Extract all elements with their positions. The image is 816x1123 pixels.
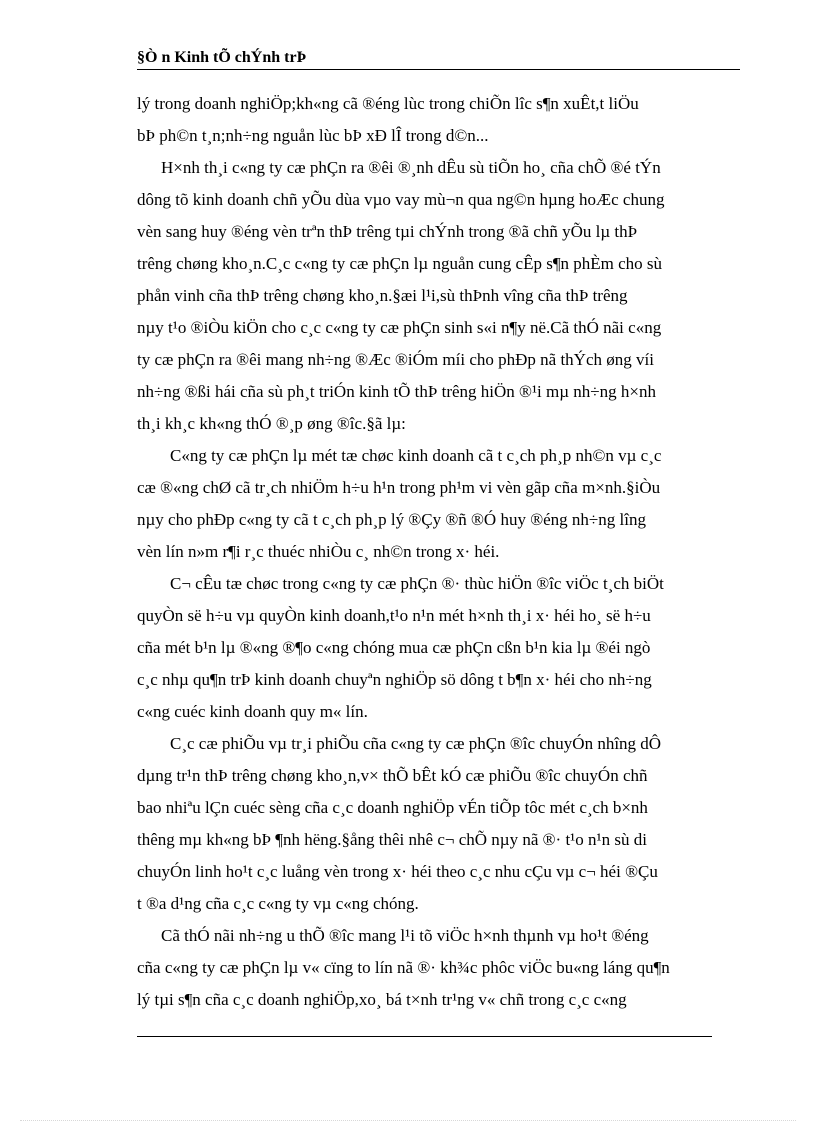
text-line: dµng tr¹n thÞ trêng chøng kho¸n,v× thÕ bÊt kÓ cæ phiÕu ®îc chuyÓn chñ bbox=[137, 766, 648, 785]
text-line: lý tµi s¶n cña c¸c doanh nghiÖp,xo¸ bá t×nh tr¹ng v« chñ trong c¸c c«ng bbox=[137, 990, 627, 1009]
text-line: lý trong doanh nghiÖp;kh«ng cã ®éng lùc trong chiÕn lîc s¶n xuÊt,t liÖu bbox=[137, 94, 639, 113]
text-line: bÞ ph©n t¸n;nh÷ng nguån lùc bÞ xÐ lÎ trong d©n... bbox=[137, 126, 489, 145]
text-line: vèn lín n»m r¶i r¸c thuéc nhiÒu c¸ nh©n trong x· héi. bbox=[137, 542, 500, 561]
text-line: cña mét b¹n lµ ®«ng ®¶o c«ng chóng mua cæ phÇn cßn b¹n kia lµ ®éi ngò bbox=[137, 638, 651, 657]
text-line: nµy cho phÐp c«ng ty cã t c¸ch ph¸p lý ®Çy ®ñ ®Ó huy ®éng nh÷ng lîng bbox=[137, 510, 646, 529]
paragraph-3 bbox=[137, 440, 739, 568]
text-line: nµy t¹o ®iÒu kiÖn cho c¸c c«ng ty cæ phÇn sinh s«i n¶y në.Cã thÓ nãi c«ng bbox=[137, 318, 662, 337]
text-line: cña c«ng ty cæ phÇn lµ v« cïng to lín nã ®· kh¾c phôc viÖc bu«ng láng qu¶n bbox=[137, 958, 670, 977]
text-line: C¬ cÊu tæ chøc trong c«ng ty cæ phÇn ®· thùc hiÖn ®îc viÖc t¸ch biÖt bbox=[170, 574, 664, 593]
text-line: chuyÓn linh ho¹t c¸c luång vèn trong x· héi theo c¸c nhu cÇu vµ c¬ héi ®Çu bbox=[137, 862, 658, 881]
text-line: C¸c cæ phiÕu vµ tr¸i phiÕu cña c«ng ty cæ phÇn ®îc chuyÓn nhîng dÔ bbox=[170, 734, 662, 753]
paragraph-1 bbox=[137, 88, 739, 152]
paragraph-4 bbox=[137, 568, 739, 728]
text-line: t ®a d¹ng cña c¸c c«ng ty vµ c«ng chóng. bbox=[137, 894, 419, 913]
text-line: bao nhiªu lÇn cuéc sèng cña c¸c doanh nghiÖp vÉn tiÕp tôc mét c¸ch b×nh bbox=[137, 798, 648, 817]
text-line: Cã thÓ nãi nh÷ng u thÕ ®îc mang l¹i tõ viÖc h×nh thµnh vµ ho¹t ®éng bbox=[161, 926, 649, 945]
text-line: vèn sang huy ®éng vèn trªn thÞ trêng tµi chÝnh trong ®ã chñ yÕu lµ thÞ bbox=[137, 222, 638, 241]
paragraph-6 bbox=[137, 920, 739, 1016]
page-header-title: §Ò n Kinh tÕ chÝnh trÞ bbox=[137, 49, 307, 66]
text-line: trêng chøng kho¸n.C¸c c«ng ty cæ phÇn lµ nguån cung cÊp s¶n phÈm cho sù bbox=[137, 254, 663, 273]
paragraph-5 bbox=[137, 728, 739, 920]
text-line: cæ ®«ng chØ cã tr¸ch nhiÖm h÷u h¹n trong ph¹m vi vèn gãp cña m×nh.§iÒu bbox=[137, 478, 661, 497]
page-bottom-edge bbox=[20, 1120, 796, 1121]
text-line: thêng mµ kh«ng bÞ ¶nh hëng.§ång thêi nhê c¬ chÕ nµy nã ®· t¹o n¹n sù di bbox=[137, 830, 647, 849]
paragraph-2 bbox=[137, 152, 739, 440]
text-line: nh÷ng ®ßi hái cña sù ph¸t triÓn kinh tÕ thÞ trêng hiÖn ®¹i mµ nh÷ng h×nh bbox=[137, 382, 656, 401]
text-line: c«ng cuéc kinh doanh quy m« lín. bbox=[137, 702, 368, 721]
text-line: phån vinh cña thÞ trêng chøng kho¸n.§æi l¹i,sù thÞnh vîng cña thÞ trêng bbox=[137, 286, 628, 305]
text-line: quyÒn së h÷u vµ quyÒn kinh doanh,t¹o n¹n mét h×nh th¸i x· héi ho¸ së h÷u bbox=[137, 606, 651, 625]
text-line: th¸i kh¸c kh«ng thÓ ®¸p øng ®îc.§ã lµ: bbox=[137, 414, 406, 433]
text-line: ty cæ phÇn ra ®êi mang nh÷ng ®Æc ®iÓm míi cho phÐp nã thÝch øng víi bbox=[137, 350, 654, 369]
footer-rule bbox=[137, 1036, 712, 1037]
header-rule bbox=[137, 69, 740, 70]
document-body bbox=[137, 88, 739, 1016]
text-line: H×nh th¸i c«ng ty cæ phÇn ra ®êi ®¸nh dÊu sù tiÕn ho¸ cña chÕ ®é tÝn bbox=[161, 158, 661, 177]
text-line: C«ng ty cæ phÇn lµ mét tæ chøc kinh doanh cã t c¸ch ph¸p nh©n vµ c¸c bbox=[170, 446, 662, 465]
text-line: dông tõ kinh doanh chñ yÕu dùa vµo vay mù¬n qua ng©n hµng hoÆc chung bbox=[137, 190, 665, 209]
text-line: c¸c nhµ qu¶n trÞ kinh doanh chuyªn nghiÖp sö dông t b¶n x· héi cho nh÷ng bbox=[137, 670, 652, 689]
